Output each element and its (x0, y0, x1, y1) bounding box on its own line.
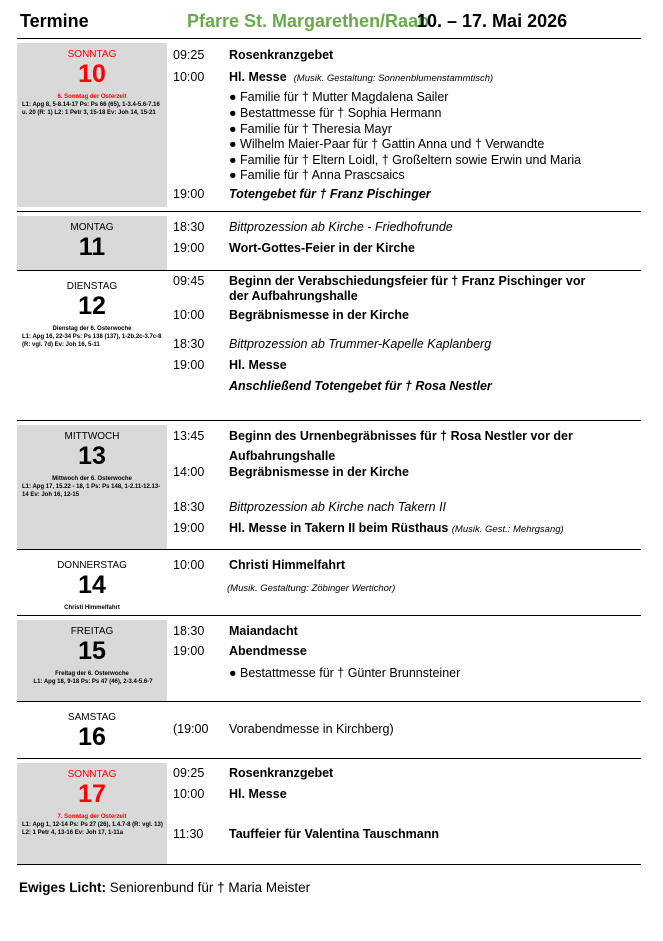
event-time: 09:25 (173, 48, 205, 62)
event-text: Maiandacht (229, 624, 298, 638)
eternal-light-note (19, 880, 310, 895)
day-sunday-10 (17, 39, 641, 212)
event-text: Begräbnismesse in der Kirche (229, 308, 409, 322)
event-text: Rosenkranzgebet (229, 48, 334, 62)
readings: L1: Apg 1, 12-14 Ps: Ps 27 (26), 1.4.7-8 (R: vgl. 13) L2: 1 Petr 4, 13-16 Ev: Joh 17, 1-11a (22, 822, 163, 836)
weekday-label: DONNERSTAG (57, 560, 127, 571)
readings: L1: Apg 17, 15.22 - 18, 1 Ps: Ps 148, 1-2.11-12.13-14 Ev: Joh 16, 12-15 (22, 484, 161, 498)
day-saturday-16 (17, 702, 641, 759)
readings: L1: Apg 18, 9-18 Ps: Ps 47 (46), 2-3.4-5.6-7 (33, 679, 153, 685)
weekday-label: SONNTAG (67, 49, 117, 60)
liturgical-day: Christi Himmelfahrt (64, 605, 120, 611)
event-text: Aufbahrungshalle (229, 449, 336, 463)
event-text: Tauffeier für Valentina Tauschmann (229, 827, 439, 841)
day-box (17, 620, 167, 702)
event-time: 09:25 (173, 766, 205, 780)
mass-intention: ● Familie für † Eltern Loidl, † Großeltern sowie Erwin und Maria (229, 153, 582, 167)
event-time: 10:00 (173, 70, 205, 84)
event-text: Bittprozession ab Kirche - Friedhofrunde (229, 220, 453, 234)
page-header (0, 0, 663, 40)
event-text: Begräbnismesse in der Kirche (229, 465, 409, 479)
day-box (17, 275, 167, 367)
event-time: 10:00 (173, 558, 205, 572)
weekday-label: MONTAG (70, 222, 114, 233)
event-time: 14:00 (173, 465, 205, 479)
page-title: Termine (20, 11, 89, 31)
event-text: der Aufbahrungshalle (229, 289, 358, 303)
event-text: Beginn der Verabschiedungsfeier für † Franz Pischinger vor (229, 274, 586, 288)
day-monday-11 (17, 212, 641, 271)
weekday-label: SAMSTAG (67, 712, 117, 723)
event-time: 11:30 (173, 827, 204, 841)
date-range: 10. – 17. Mai 2026 (417, 11, 568, 31)
readings: L1: Apg 16, 22-34 Ps: Ps 138 (137), 1-2b.2c-3.7c-8 (R: vgl. 7d) Ev: Joh 16, 5-11 (22, 334, 162, 348)
mass-intention: ● Wilhelm Maier-Paar für † Gattin Anna und † Verwandte (229, 137, 545, 151)
event-time: (19:00 (173, 722, 209, 736)
event-text: Totengebet für † Franz Pischinger (229, 187, 431, 201)
liturgical-day: Freitag der 6. Osterwoche (55, 671, 129, 677)
event-time: 10:00 (173, 787, 205, 801)
day-box (17, 43, 167, 207)
day-number: 10 (78, 60, 106, 88)
event-time: 10:00 (173, 308, 205, 322)
event-time: 18:30 (173, 624, 205, 638)
event-text: Hl. Messe (229, 358, 287, 372)
event-text: Anschließend Totengebet für † Rosa Nestler (229, 379, 492, 393)
event-text: Beginn des Urnenbegräbnisses für † Rosa Nestler vor der (229, 429, 573, 443)
day-box (17, 425, 167, 550)
weekday-label: MITTWOCH (64, 431, 120, 442)
event-note-row (227, 580, 395, 594)
day-tuesday-12 (17, 271, 641, 421)
liturgical-day: Dienstag der 6. Osterwoche (52, 326, 132, 332)
footer-text: Seniorenbund für † Maria Meister (109, 880, 311, 895)
event-text: Bittprozession ab Kirche nach Takern II (229, 500, 447, 514)
event-text: Hl. Messe in Takern II beim Rüsthaus (229, 521, 449, 535)
day-number: 17 (78, 780, 106, 808)
footer-label: Ewiges Licht: (19, 880, 107, 895)
day-number: 14 (78, 571, 106, 599)
day-number: 16 (78, 723, 106, 751)
event-note: (Musik. Gestaltung: Sonnenblumenstammtisch) (293, 73, 494, 84)
day-sunday-17 (17, 759, 641, 865)
event-time: 18:30 (173, 337, 205, 351)
day-box (17, 763, 167, 865)
readings: L1: Apg 8, 5-8.14-17 Ps: Ps 66 (65), 1-3.4-5.6-7.16 u. 20 (R: 1) L2: 1 Petr 3, 15-18 Ev: Joh 14, 15-21 (22, 102, 160, 116)
event-text: Hl. Messe (229, 787, 287, 801)
event-time: 19:00 (173, 241, 205, 255)
event-time: 19:00 (173, 644, 205, 658)
event-time: 19:00 (173, 358, 205, 372)
day-number: 11 (78, 233, 106, 261)
event-text: Vorabendmesse in Kirchberg) (229, 722, 394, 736)
event-text: Hl. Messe (229, 70, 287, 84)
day-box (17, 706, 167, 759)
day-divider (17, 864, 641, 865)
event-note: (Musik. Gestaltung: Zöbinger Wertichor) (227, 583, 396, 594)
day-friday-15 (17, 616, 641, 702)
day-number: 15 (78, 637, 106, 665)
weekday-label: DIENSTAG (66, 281, 118, 292)
weekday-label: FREITAG (70, 626, 114, 637)
day-box (17, 554, 167, 616)
event-text: Bittprozession ab Trummer-Kapelle Kaplanberg (229, 337, 492, 351)
mass-intention: ● Familie für † Anna Prascsaics (229, 168, 405, 182)
event-text: Rosenkranzgebet (229, 766, 334, 780)
day-box (17, 216, 167, 271)
mass-intention: ● Familie für † Theresia Mayr (229, 122, 392, 136)
event-time: 19:00 (173, 521, 205, 535)
event-time: 18:30 (173, 220, 205, 234)
event-text: Wort-Gottes-Feier in der Kirche (229, 241, 415, 255)
mass-intention: ● Bestattmesse für † Günter Brunnsteiner (229, 666, 461, 680)
day-thursday-14 (17, 550, 641, 616)
day-number: 12 (78, 292, 106, 320)
mass-intention: ● Bestattmesse für † Sophia Hermann (229, 106, 442, 120)
event-text: Christi Himmelfahrt (229, 558, 345, 572)
weekday-label: SONNTAG (67, 769, 117, 780)
day-wednesday-13 (17, 421, 641, 550)
parish-name: Pfarre St. Margarethen/Raab (187, 11, 430, 31)
event-time: 13:45 (173, 429, 205, 443)
event-note: (Musik. Gest.: Mehrgsang) (451, 524, 564, 535)
day-number: 13 (78, 442, 106, 470)
event-time: 18:30 (173, 500, 205, 514)
event-text: Abendmesse (229, 644, 307, 658)
mass-intention: ● Familie für † Mutter Magdalena Sailer (229, 90, 449, 104)
event-time: 19:00 (173, 187, 205, 201)
event-time: 09:45 (173, 274, 205, 288)
liturgical-day: 6. Sonntag der Osterzeit (57, 94, 127, 100)
liturgical-day: Mittwoch der 6. Osterwoche (52, 476, 132, 482)
liturgical-day: 7. Sonntag der Osterzeit (57, 814, 127, 820)
